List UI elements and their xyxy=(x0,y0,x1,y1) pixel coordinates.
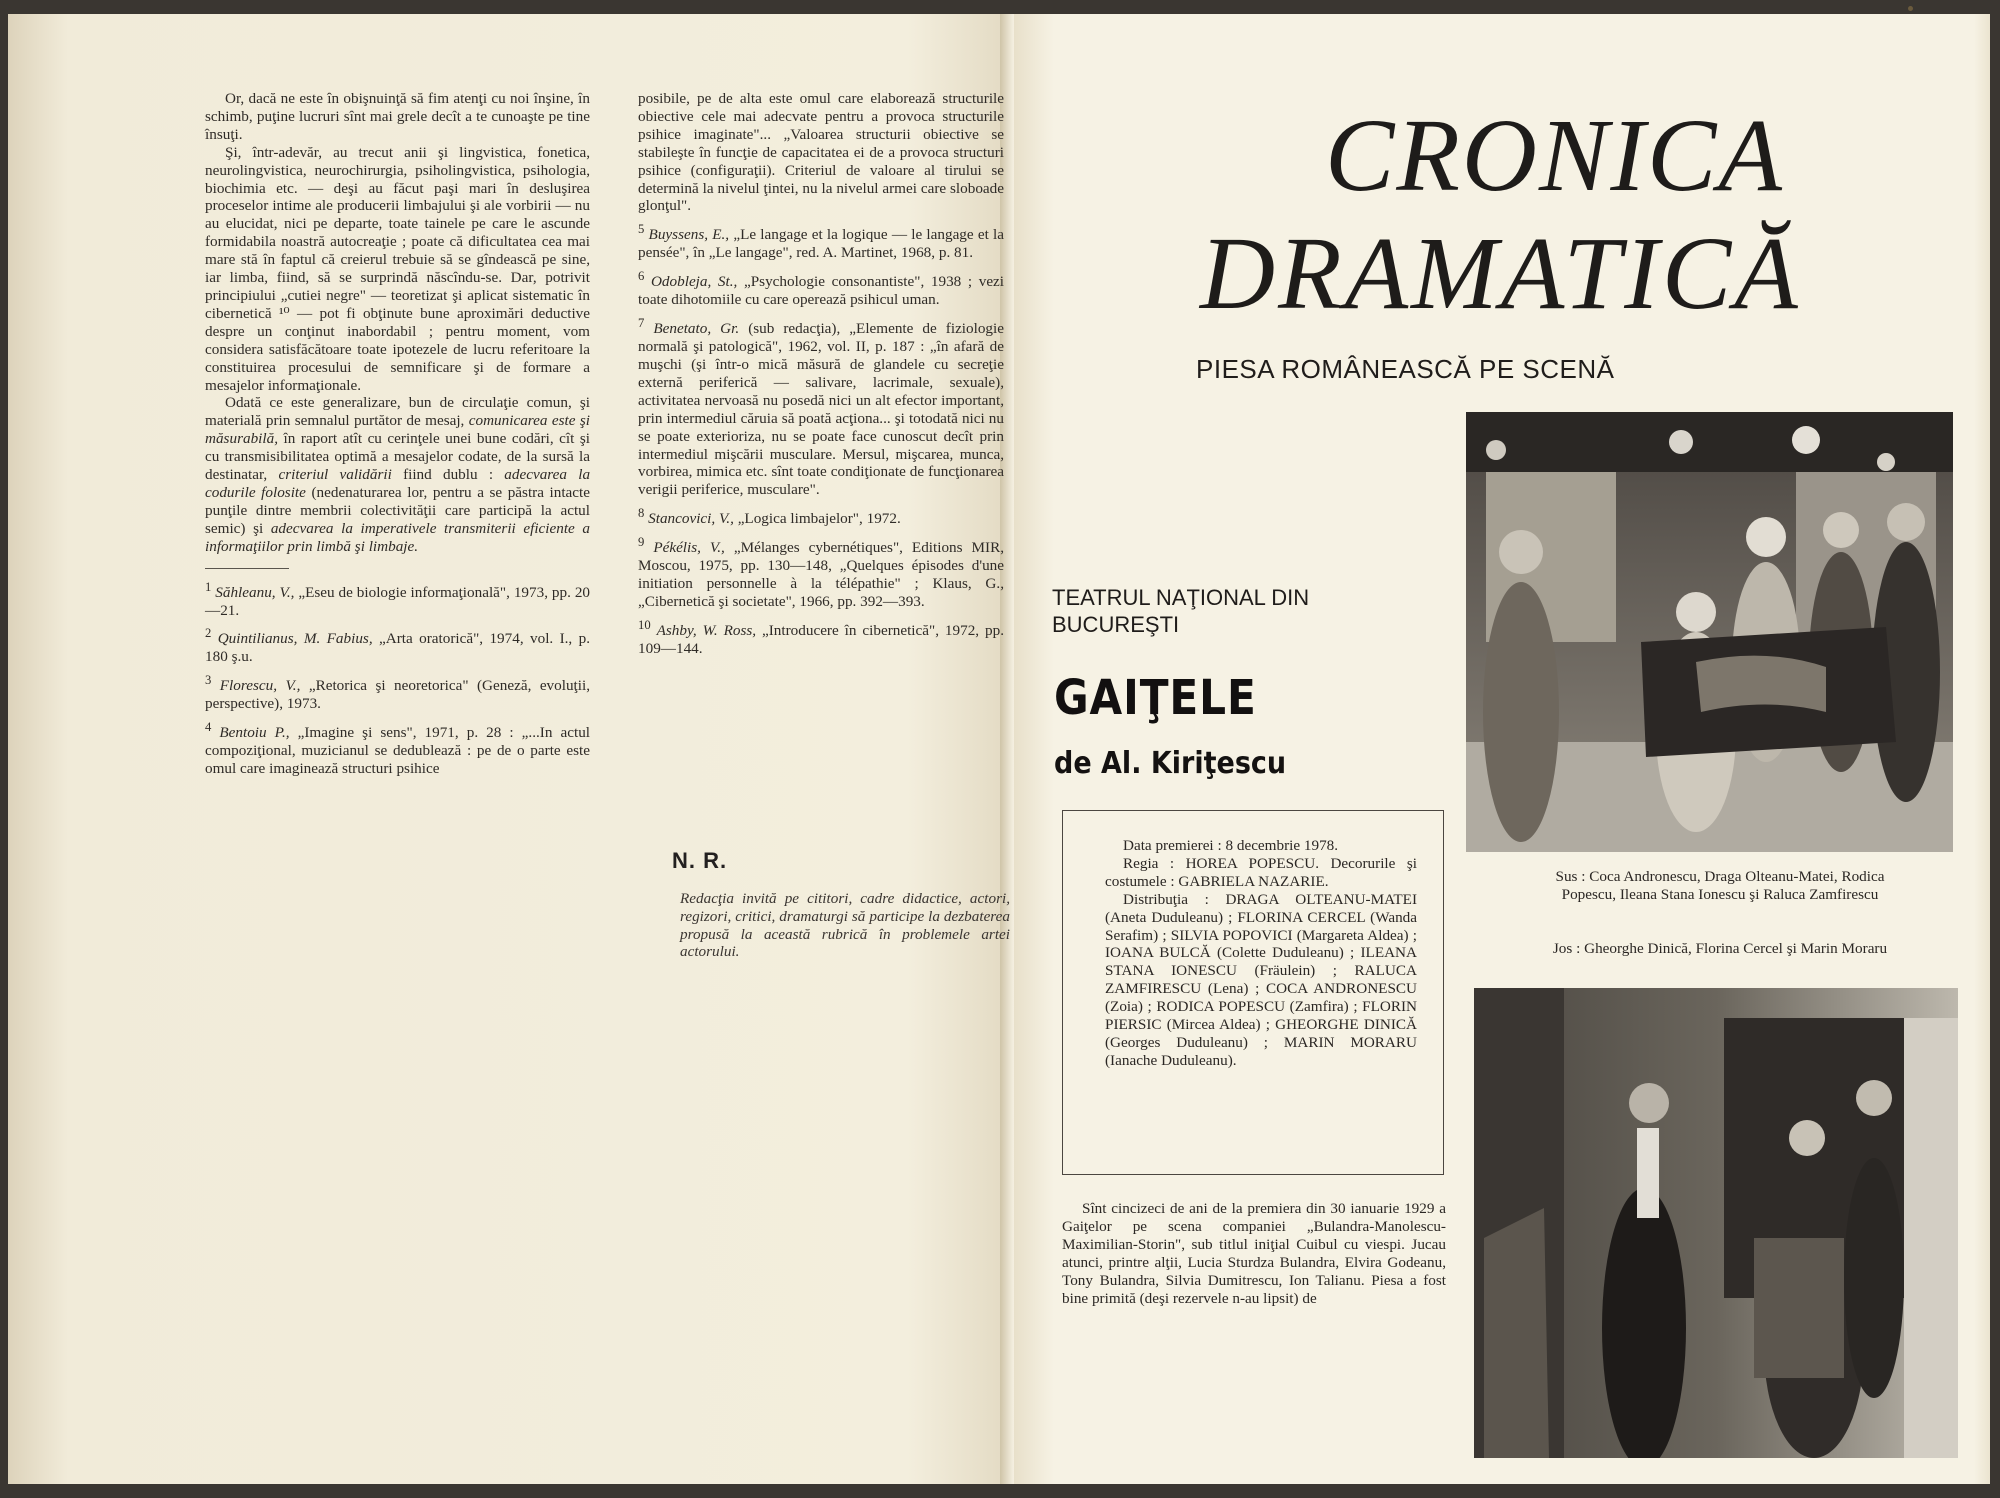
paragraph: Sînt cincizeci de ani de la premiera din 30 ianuarie 1929 a Gaiţelor pe scena companiei „Bulandra-Manolescu-Maximilian-Storin", sub titlul iniţial Cuibul cu viespi. Jucau atunci, printre alţii, Lucia Sturdza Bulandra, Elvira Godeanu, Tony Bulandra, Silvia Dumitrescu, Ion Talianu. Piesa a fost bine primită (deşi rezervele n-au lipsit) de xyxy=(1062,1200,1446,1307)
footnote-divider xyxy=(205,568,289,569)
play-title: GAIŢELE xyxy=(1054,670,1257,726)
photo-caption-bottom: Jos : Gheorghe Dinică, Florina Cercel şi Marin Moraru xyxy=(1552,940,1888,957)
stage-photo-bottom-image xyxy=(1474,988,1958,1458)
stage-photo-top-image xyxy=(1466,412,1953,852)
theatre-name: TEATRUL NAŢIONAL DIN BUCUREŞTI xyxy=(1052,585,1310,637)
paragraph: Or, dacă ne este în obişnuinţă să fim atenţi cu noi înşine, în schimb, puţine lucruri sînt mai grele decît a te cunoaşte pe tine însuţi. xyxy=(205,90,590,143)
editorial-note-text: Redacţia invită pe cititori, cadre didactice, actori, regizori, critici, dramaturgi să participe la dezbaterea propusă la această rubrică în problemele artei actorului. xyxy=(680,890,1010,961)
review-intro xyxy=(1062,1200,1446,1307)
play-author: de Al. Kiriţescu xyxy=(1054,746,1287,781)
stage-photo-bottom xyxy=(1474,988,1958,1458)
footnote: $^{10}$ Ashby, W. Ross, „Introducere în cibernetică", 1972, pp. 109—144. xyxy=(638,617,1005,657)
section-subtitle: PIESA ROMÂNEASCĂ PE SCENĂ xyxy=(1196,354,1615,384)
photo-caption-top: Sus : Coca Andronescu, Draga Olteanu-Matei, Rodica Popescu, Ileana Stana Ionescu şi Raluca Zamfirescu xyxy=(1555,868,1885,903)
article-column-right xyxy=(638,90,1004,658)
paragraph: posibile, pe de alta este omul care elaborează structurile obiective cele mai adecvate pentru a provoca structurile psihice imaginate"... „Valoarea structurii obiective se stabileşte în funcţie de capacitatea ei de a provoca structuri psihice (configuraţii). Criteriul de valoare al tirului se determină la nivelul ţintei, nu la nivelul armei care sloboade glonţul". xyxy=(638,90,1004,215)
article-column-left xyxy=(205,90,590,778)
footnote: $^4$ Bentoiu P., „Imagine şi sens", 1971, p. 28 : „...In actul compoziţional, muzicianul se dedublează : pe de o parte este omul care imaginează structuri psihice xyxy=(205,720,591,778)
footnote: $^9$ Pékélis, V., „Mélanges cybernétiques", Editions MIR, Moscou, 1975, pp. 130—148, „Quelques épisodes d'une initiation personnelle à la télépathie" ; Klaus, G., „Cibernetică şi societate", 1966, pp. 392—393. xyxy=(638,535,1005,610)
stage-photo-top xyxy=(1466,412,1953,852)
footnote: $^7$ Benetato, Gr. (sub redacţia), „Elemente de fiziologie normală şi patologică", 1962, vol. II, p. 187 : „în afară de muşchi (şi într-o mică măsură de glandele cu secreţie externă periferică — salivare, lacrimale, sexuale), activitatea nervoasă nu posedă nici un alt efector important, prin intermediul căruia să poată acţiona... şi totodată nici nu se poate exterioriza, nu se poate face cunoscut decît prin intermediul mişcării musculare. Mersul, mişcarea, munca, vorbirea, mimica etc. sînt toate condiţionate de funcţionarea verigii periferice, musculare". xyxy=(638,316,1004,499)
footnote: $^1$ Săhleanu, V., „Eseu de biologie informaţională", 1973, pp. 20—21. xyxy=(205,579,591,619)
footnote: $^2$ Quintilianus, M. Fabius, „Arta oratorică", 1974, vol. I., p. 180 ş.u. xyxy=(205,626,590,666)
editorial-note-title: N. R. xyxy=(672,848,728,873)
paper-spot xyxy=(1908,6,1913,11)
footnote: $^6$ Odobleja, St., „Psychologie consonantiste", 1938 ; vezi toate dihotomiile cu care operează psihicul uman. xyxy=(638,269,1005,309)
production-credits-box xyxy=(1062,810,1444,1175)
direction-credits: Regia : HOREA POPESCU. Decorurile şi costumele : GABRIELA NAZARIE. xyxy=(1105,854,1417,890)
footnote: $^3$ Florescu, V., „Retorica şi neoretorica" (Geneză, evoluţii, perspective), 1973. xyxy=(205,673,591,713)
paragraph: Odată ce este generalizare, bun de circulaţie comun, şi materială prin semnalul purtător de mesaj, comunicarea este şi măsurabilă, în raport atît cu cerinţele unei bune codări, cît şi cu transmisibilitatea optimă a mesajelor codate, de la sursă la destinatar, criteriul validării fiind dublu : adecvarea la codurile folosite (nedenaturarea lor, pentru a se păstra intacte punţile dintre membrii colectivităţii care participă la actul semic) şi adecvarea la imperativele transmiterii eficiente a informaţiilor prin limbă şi limbaje. xyxy=(205,394,591,555)
section-title-line2: DRAMATICĂ xyxy=(1200,216,1801,331)
section-title-line1: CRONICA xyxy=(1325,98,1784,213)
footnote: $^8$ Stancovici, V., „Logica limbajelor", 1972. xyxy=(638,506,901,528)
paragraph: Şi, într-adevăr, au trecut anii şi lingvistica, fonetica, neurolingvistica, neurochirurgia, psiholingvistica, psihologia, biochimia etc. — deşi au făcut paşi mari în desluşirea proceselor intime ale producerii limbajului şi ale vorbirii — nu au elucidat, nici pe departe, toate tainele pe care le ascunde formidabila noastră autocreaţie ; poate că dificultatea cea mai mare stă în faptul că creierul trebuie să se gîndească pe sine, iar limba, fiind, să se surprindă născîndu-se. Dar, potrivit principiului „cutiei negre" — teoretizat şi aplicat sistematic în cibernetică ¹⁰ — pot fi obţinute bune aproximări deductive despre un conţinut inabordabil ; pentru moment, vom considera satisfăcătoare toate ipotezele de lucru referitoare la constituirea procesului de semnificare şi de formare a mesajelor informaţionale. xyxy=(205,143,590,394)
footnote: $^5$ Buyssens, E., „Le langage et la logique — le langage et la pensée", în „Le langage", red. A. Martinet, 1968, p. 81. xyxy=(638,222,1004,262)
premiere-date: Data premierei : 8 decembrie 1978. xyxy=(1123,837,1339,854)
cast-list: Distribuţia : DRAGA OLTEANU-MATEI (Aneta Duduleanu) ; FLORINA CERCEL (Wanda Serafim) ; SILVIA POPOVICI (Margareta Aldea) ; IOANA BULCĂ (Colette Duduleanu) ; ILEANA STANA IONESCU (Fräulein) ; RALUCA ZAMFIRESCU (Lena) ; COCA ANDRONESCU (Zoia) ; RODICA POPESCU (Zamfira) ; FLORIN PIERSIC (Mircea Aldea) ; GHEORGHE DINICĂ (Georges Duduleanu) ; MARIN MORARU (Ianache Duduleanu). xyxy=(1105,890,1417,1069)
